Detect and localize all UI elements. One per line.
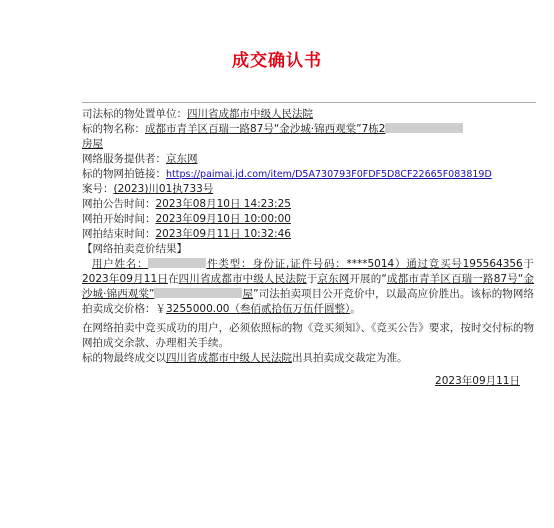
start-time-value: 2023年09月10日 10:00:00 (155, 213, 291, 225)
item-name-row (82, 122, 534, 137)
item-name-continuation: 房屋 (82, 138, 103, 150)
text-period: 。 (350, 303, 361, 315)
text-zai: 在 (167, 273, 179, 285)
redacted-block (385, 123, 463, 133)
start-time-label: 网拍开始时间： (82, 213, 156, 225)
final-prefix: 标的物最终成交以 (82, 352, 166, 364)
item-name-label: 标的物名称： (82, 123, 145, 135)
result-heading: 【网络拍卖竞价结果】 (82, 243, 187, 255)
deal-price: 3255000.00 (166, 303, 230, 315)
provider-row (82, 152, 534, 167)
deal-date: 2023年09月11日 (82, 273, 168, 285)
case-row (82, 182, 534, 197)
document-title: 成交确认书 (232, 51, 322, 71)
final-suffix: 出具拍卖成交裁定为准。 (292, 352, 408, 364)
disposer-label: 司法标的物处置单位： (82, 108, 187, 120)
redacted-block (154, 288, 242, 298)
text-yu: 于 (522, 258, 535, 270)
auction-item-suffix: 屋 (242, 288, 254, 300)
divider (82, 102, 536, 103)
auction-link[interactable]: https://paimai.jd.com/item/D5A730793F0FDF5D8CF22665F083819D (166, 169, 492, 180)
auction-item-name: 成都市青羊区百瑞一路87号“金沙城·锦西观棠” (82, 273, 535, 300)
text-yu2: 于 (306, 273, 318, 285)
sign-date: 2023年09月11日 (435, 375, 520, 387)
user-name-label: 用户姓名： (92, 258, 149, 270)
end-time-row (82, 227, 534, 242)
court-name: 四川省成都市中级人民法院 (178, 273, 307, 285)
auction-link-row (82, 167, 534, 182)
disposer-row (82, 107, 534, 122)
user-id-info: 件类型：身份证,证件号码：****5014）通过竞买号 (206, 258, 463, 270)
end-time-label: 网拍结束时间： (82, 228, 156, 240)
bid-number: 195564356 (462, 258, 523, 270)
final-paragraph (82, 351, 534, 366)
text-kaizhan: 开展的“ (349, 273, 387, 285)
case-label: 案号： (82, 183, 114, 195)
announce-time-value: 2023年08月10日 14:23:25 (155, 198, 291, 210)
platform-name: 京东网 (317, 273, 350, 285)
notice-paragraph: 在网络拍卖中竞买成功的用户，必须依照标的物《竞买须知》、《竞买公告》要求，按时交付标的物网拍成交余款、办理相关手续。 (82, 322, 534, 349)
item-name-cont (82, 137, 534, 152)
announce-time-row (82, 197, 534, 212)
case-value: (2023)川01执733号 (113, 183, 214, 195)
final-court: 四川省成都市中级人民法院 (166, 352, 292, 364)
redacted-block (148, 258, 206, 268)
announce-time-label: 网拍公告时间： (82, 198, 156, 210)
sign-date-row (82, 374, 534, 389)
auction-link-label: 标的物网拍链接： (82, 168, 166, 180)
provider-label: 网络服务提供者： (82, 153, 166, 165)
result-paragraph (82, 257, 534, 317)
start-time-row (82, 212, 534, 227)
end-time-value: 2023年09月11日 10:32:46 (155, 228, 291, 240)
provider-value: 京东网 (166, 153, 198, 165)
result-text: ”司法拍卖项目公开竞价中，以最高应价胜出。该标的物网络拍卖成交价格：￥ (82, 288, 534, 315)
document-body (82, 107, 534, 389)
deal-price-chinese: （叁佰贰拾伍万伍仟圆整） (229, 303, 351, 315)
disposer-value: 四川省成都市中级人民法院 (187, 108, 313, 120)
item-name-value: 成都市青羊区百瑞一路87号“金沙城·锦西观棠”7栋2 (145, 123, 386, 135)
